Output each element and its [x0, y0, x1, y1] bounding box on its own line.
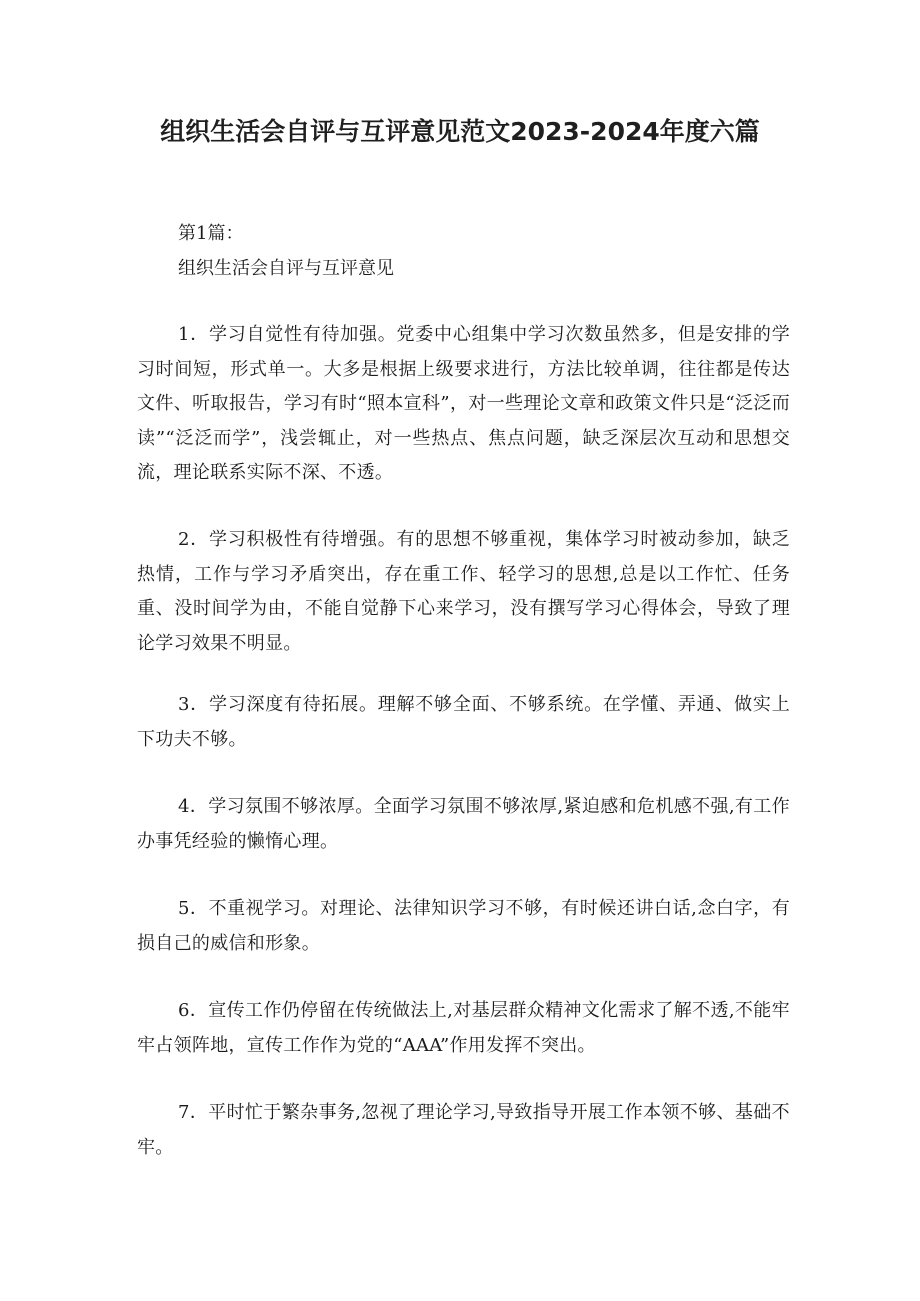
section-subtitle: 组织生活会自评与互评意见 [178, 258, 394, 279]
section-heading: 第1篇： [178, 223, 244, 244]
paragraph-3: 3．学习深度有待拓展。理解不够全面、不够系统。在学懂、弄通、做实上下功夫不够。 [137, 694, 790, 750]
paragraph-4: 4．学习氛围不够浓厚。全面学习氛围不够浓厚,紧迫感和危机感不强,有工作办事凭经验的懒惰心理。 [137, 796, 790, 852]
paragraph-5: 5．不重视学习。对理论、法律知识学习不够，有时候还讲白话,念白字，有损自己的威信和形象。 [137, 898, 790, 954]
paragraph-7: 7．平时忙于繁杂事务,忽视了理论学习,导致指导开展工作本领不够、基础不牢。 [137, 1102, 790, 1158]
document-title: 组织生活会自评与互评意见范文2023-2024年度六篇 [160, 117, 760, 146]
paragraph-2: 2．学习积极性有待增强。有的思想不够重视，集体学习时被动参加，缺乏热情，工作与学习矛盾突出，存在重工作、轻学习的思想,总是以工作忙、任务重、没时间学为由，不能自觉静下心来学习，没有撰写学习心得体会，导致了理论学习效果不明显。 [137, 529, 790, 654]
paragraph-1: 1．学习自觉性有待加强。党委中心组集中学习次数虽然多，但是安排的学习时间短，形式单一。大多是根据上级要求进行，方法比较单调，往往都是传达文件、听取报告，学习有时“照本宣科”，对一些理论文章和政策文件只是“泛泛而读”“泛泛而学”，浅尝辄止，对一些热点、焦点问题，缺乏深层次互动和思想交流，理论联系实际不深、不透。 [137, 324, 790, 483]
paragraph-6: 6．宣传工作仍停留在传统做法上,对基层群众精神文化需求了解不透,不能牢牢占领阵地，宣传工作作为党的“AAA”作用发挥不突出。 [137, 1000, 790, 1056]
